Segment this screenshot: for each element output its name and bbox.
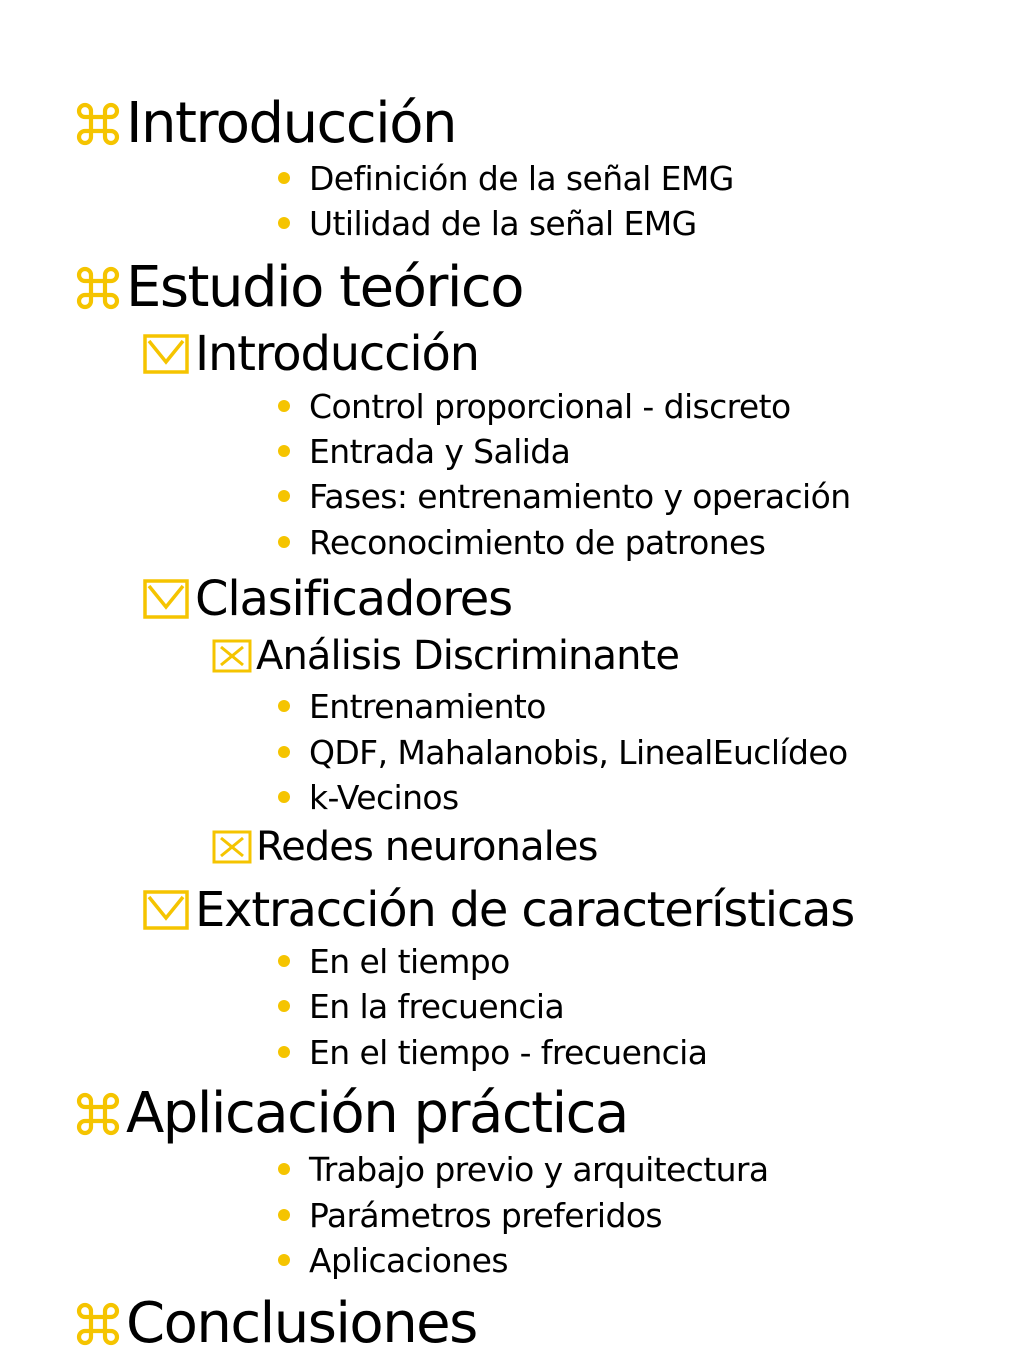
outline-item-level4 (278, 1194, 662, 1234)
outline-item-level4 (278, 385, 791, 425)
bullet-dot-icon (278, 1254, 290, 1266)
outline-item-level4 (278, 521, 765, 561)
bullet-dot-icon (278, 746, 290, 758)
outline-item-level4 (278, 685, 546, 725)
outline-item-level1 (74, 252, 523, 321)
outline-item-text: Introducción (195, 326, 479, 382)
outline-item-text: Extracción de características (195, 882, 855, 938)
outline-item-text: k-Vecinos (309, 778, 459, 817)
box-x-icon (212, 639, 252, 673)
outline-item-text: Introducción (126, 91, 456, 157)
outline-item-text: Redes neuronales (256, 824, 598, 870)
outline-item-level1 (74, 88, 456, 157)
outline-item-text: QDF, Mahalanobis, LinealEuclídeo (309, 733, 848, 772)
bullet-dot-icon (278, 1000, 290, 1012)
bullet-dot-icon (278, 490, 290, 502)
outline-item-level2 (143, 568, 512, 627)
outline-item-level4 (278, 776, 459, 816)
outline-item-text: En el tiempo - frecuencia (309, 1033, 708, 1072)
outline-item-level4 (278, 1031, 707, 1071)
command-key-icon (74, 100, 122, 148)
bullet-dot-icon (278, 791, 290, 803)
box-corner-icon (143, 579, 189, 619)
outline-item-level4 (278, 475, 851, 515)
bullet-dot-icon (278, 172, 290, 184)
bullet-dot-icon (278, 700, 290, 712)
outline-item-text: Entrada y Salida (309, 432, 571, 471)
outline-item-level4 (278, 731, 848, 771)
outline-item-text: Aplicaciones (309, 1241, 508, 1280)
outline-item-text: Estudio teórico (126, 255, 523, 321)
outline-item-level3 (212, 631, 679, 679)
outline-item-level4 (278, 1239, 508, 1279)
outline-item-level4 (278, 1148, 768, 1188)
outline-item-level1 (74, 1288, 477, 1357)
outline-item-text: Parámetros preferidos (309, 1196, 663, 1235)
outline-item-level4 (278, 202, 697, 242)
outline-item-text: Trabajo previo y arquitectura (309, 1150, 769, 1189)
box-corner-icon (143, 334, 189, 374)
bullet-dot-icon (278, 536, 290, 548)
outline-item-text: Utilidad de la señal EMG (309, 204, 697, 243)
outline-item-text: Control proporcional - discreto (309, 387, 791, 426)
outline-item-level1 (74, 1078, 628, 1147)
outline-item-level4 (278, 430, 570, 470)
outline-item-text: Clasificadores (195, 571, 512, 627)
bullet-dot-icon (278, 217, 290, 229)
outline-item-text: En la frecuencia (309, 987, 565, 1026)
outline-item-level4 (278, 940, 510, 980)
bullet-dot-icon (278, 400, 290, 412)
outline-item-text: Definición de la señal EMG (309, 159, 734, 198)
outline-item-level3 (212, 822, 598, 870)
outline-item-text: Entrenamiento (309, 687, 546, 726)
command-key-icon (74, 264, 122, 312)
bullet-dot-icon (278, 1046, 290, 1058)
outline-item-text: Análisis Discriminante (256, 633, 680, 679)
bullet-dot-icon (278, 1209, 290, 1221)
outline-item-text: Aplicación práctica (126, 1081, 628, 1147)
command-key-icon (74, 1300, 122, 1348)
outline-item-text: Reconocimiento de patrones (309, 523, 766, 562)
box-corner-icon (143, 890, 189, 930)
box-x-icon (212, 830, 252, 864)
bullet-dot-icon (278, 955, 290, 967)
outline-item-text: Conclusiones (126, 1291, 477, 1357)
bullet-dot-icon (278, 1163, 290, 1175)
outline-item-level2 (143, 879, 855, 938)
bullet-dot-icon (278, 445, 290, 457)
outline-item-level2 (143, 323, 479, 382)
outline-item-text: En el tiempo (309, 942, 510, 981)
outline-item-level4 (278, 985, 564, 1025)
command-key-icon (74, 1090, 122, 1138)
outline-item-level4 (278, 157, 734, 197)
outline-item-text: Fases: entrenamiento y operación (309, 477, 851, 516)
